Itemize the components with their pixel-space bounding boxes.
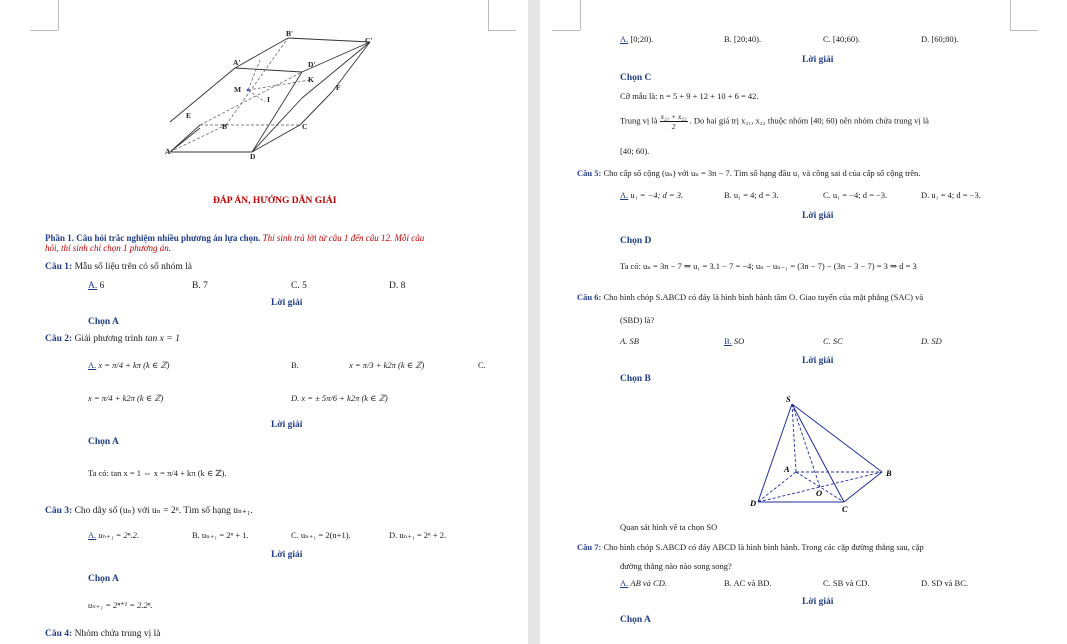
option-a	[620, 34, 653, 44]
option-d: D. SD	[921, 336, 942, 346]
question-6	[577, 292, 923, 302]
option-c: C. u₁ = −4; d = −3.	[823, 190, 888, 200]
option-b	[724, 336, 744, 346]
option-c-letter: C.	[478, 360, 486, 370]
median-fraction	[660, 112, 688, 131]
svg-text:D: D	[750, 498, 757, 508]
crop-mark	[488, 30, 516, 31]
svg-text:C: C	[302, 122, 308, 131]
question-4	[45, 629, 160, 639]
chosen-answer: Chọn A	[88, 437, 119, 447]
option-b: B. uₙ₊₁ = 2ⁿ + 1.	[192, 530, 249, 540]
svg-text:F: F	[336, 83, 341, 92]
option-b: B. u₁ = 4; d = 3.	[724, 190, 779, 200]
option-c: C. SB và CD.	[823, 578, 870, 588]
option-b: B. AC và BD.	[724, 578, 772, 588]
option-value: 6	[99, 281, 105, 291]
part1-italic-text: Thí sinh trả lời từ câu 1 đến câu 12. Mỗi câu	[262, 233, 425, 243]
solution-label: Lời giải	[802, 356, 834, 366]
solution-line	[620, 112, 929, 131]
question-label: Câu 4:	[45, 629, 73, 639]
solution-label: Lời giải	[802, 211, 834, 221]
svg-text:D': D'	[308, 60, 316, 69]
svg-text:B: B	[886, 468, 892, 478]
question-label: Câu 6:	[577, 292, 602, 302]
svg-text:C: C	[842, 504, 848, 514]
question-2	[45, 334, 180, 344]
svg-text:E: E	[186, 111, 192, 120]
solution-work: Ta có: tan x = 1 ⇔ x = π/4 + kπ (k ∈ ℤ).	[88, 468, 227, 478]
fraction-denominator: 2	[671, 122, 676, 131]
option-d: D. SD và BC.	[921, 578, 968, 588]
option-c: x = π/4 + k2π (k ∈ ℤ)	[88, 393, 164, 403]
option-letter: A.	[620, 578, 629, 588]
question-text: Cho hình chóp S.ABCD có đáy là hình bình hành tâm O. Giao tuyến của mặt phẳng (SAC) và	[603, 292, 924, 302]
svg-text:D: D	[250, 152, 256, 160]
question-label: Câu 1:	[45, 262, 73, 272]
crop-mark	[58, 0, 59, 30]
solution-label: Lời giải	[271, 550, 303, 560]
option-value: SO	[733, 336, 745, 346]
question-3	[45, 505, 253, 516]
question-label: Câu 7:	[577, 542, 602, 552]
chosen-answer: Chọn C	[620, 73, 652, 83]
option-c: C. SC	[823, 336, 843, 346]
crop-mark	[1010, 0, 1011, 30]
question-5	[577, 168, 920, 179]
prism-figure	[160, 30, 420, 160]
option-value: uₙ₊₁ = 2ⁿ.2.	[98, 530, 139, 540]
svg-text:A: A	[165, 147, 171, 156]
question-text: Cho dãy số (uₙ) với uₙ = 2ⁿ. Tìm số hạng uₙ₊₁.	[74, 506, 253, 516]
pyramid-figure	[750, 392, 910, 517]
solution-label: Lời giải	[802, 55, 834, 65]
crop-mark	[1010, 30, 1038, 31]
question-text: Mẫu số liệu trên có số nhóm là	[74, 262, 192, 272]
option-a: A. SB	[620, 336, 639, 346]
option-b-letter: B.	[291, 360, 299, 370]
chosen-answer: Chọn A	[620, 615, 651, 625]
right-page	[540, 0, 1067, 644]
crop-mark	[552, 30, 580, 31]
option-b: B. 7	[192, 281, 208, 291]
option-a	[88, 530, 139, 541]
option-value: AB và CD.	[630, 578, 667, 588]
question-label: Câu 5:	[577, 168, 602, 178]
question-text: Giải phương trình	[74, 334, 143, 344]
option-d: D. uₙ₊₁ = 2ⁿ + 2.	[389, 530, 447, 540]
question-1	[45, 262, 192, 272]
crop-mark	[580, 0, 581, 30]
option-d: D. [60;80).	[921, 34, 959, 44]
solution-line: [40; 60).	[620, 146, 650, 156]
question-label: Câu 2:	[45, 334, 73, 344]
chosen-answer: Chọn B	[620, 374, 651, 384]
solution-label: Lời giải	[802, 597, 834, 607]
option-d: D. 8	[389, 281, 406, 291]
option-c: C. 5	[291, 281, 307, 291]
question-text: Nhóm chứa trung vị là	[74, 629, 161, 639]
svg-text:K: K	[308, 75, 314, 84]
chosen-answer: Chọn D	[620, 236, 652, 246]
left-page	[0, 0, 528, 644]
option-d: D. x = ± 5π/6 + k2π (k ∈ ℤ)	[291, 393, 388, 403]
svg-text:B': B'	[286, 30, 294, 38]
option-letter: A.	[88, 360, 97, 370]
option-a	[88, 281, 104, 291]
solution-work: uₙ₊₁ = 2ⁿ⁺¹ = 2.2ⁿ.	[88, 600, 153, 610]
part1-title	[45, 233, 424, 243]
question-text: Cho cấp số cộng (uₙ) với uₙ = 3n − 7. Tìm số hạng đầu u₁ và công sai d của cấp số cộng trên.	[603, 168, 921, 178]
chosen-answer: Chọn A	[88, 317, 119, 327]
option-letter: A.	[620, 34, 629, 44]
solution-text: . Do hai giá trị x₂₁, x₂₂ thuộc nhóm [40; 60) nên nhóm chứa trung vị là	[689, 115, 929, 126]
option-value: x = π/4 + kπ (k ∈ ℤ)	[98, 360, 170, 370]
question-text: Cho hình chóp S.ABCD có đáy ABCD là hình bình hành. Trong các cặp đường thẳng sau, cặp	[603, 542, 924, 552]
option-d: D. u₁ = 4; d = −3.	[921, 190, 981, 200]
answers-heading: ĐÁP ÁN, HƯỚNG DẪN GIẢI	[213, 196, 337, 206]
option-value: [0;20).	[630, 34, 654, 44]
svg-text:C': C'	[365, 36, 373, 45]
solution-line: Cỡ mẫu là: n = 5 + 9 + 12 + 10 + 6 = 42.	[620, 91, 759, 101]
part1-bold-text: Phần 1. Câu hỏi trắc nghiệm nhiều phương án lựa chọn.	[45, 233, 261, 243]
fraction-numerator: x₂₁ + x₂₂	[660, 112, 687, 121]
question-text-cont: đường thẳng nào nào song song?	[620, 561, 732, 571]
question-label: Câu 3:	[45, 506, 73, 516]
svg-text:A: A	[784, 464, 790, 474]
question-text-cont: (SBD) là?	[620, 315, 655, 325]
svg-text:B: B	[222, 122, 228, 131]
option-letter: A.	[88, 530, 97, 540]
option-a	[620, 578, 667, 588]
svg-text:A': A'	[233, 58, 241, 67]
option-letter: A.	[88, 281, 98, 291]
svg-text:S: S	[786, 394, 791, 404]
solution-label: Lời giải	[271, 298, 303, 308]
chosen-answer: Chọn A	[88, 574, 119, 584]
svg-text:I: I	[267, 95, 270, 104]
option-c: C. [40;60).	[823, 34, 861, 44]
solution-text: Trung vị là	[620, 115, 658, 126]
option-b: B. [20;40).	[724, 34, 762, 44]
svg-text:O: O	[816, 488, 823, 498]
option-a	[88, 360, 169, 371]
part1-italic-text-2: hỏi, thí sinh chỉ chọn 1 phương án.	[45, 243, 171, 253]
crop-mark	[30, 30, 58, 31]
crop-mark	[488, 0, 489, 30]
option-letter: A.	[620, 190, 629, 200]
figure-note: Quan sát hình vẽ ta chọn SO	[620, 522, 718, 532]
solution-work: Ta có: uₙ = 3n − 7 ⇒ u₁ = 3.1 − 7 = −4; uₙ − uₙ₋₁ = (3n − 7) − (3n − 3 − 7) = 3 ⇒ d = 3	[620, 261, 917, 271]
option-a	[620, 190, 683, 200]
question-7	[577, 542, 924, 552]
svg-text:M: M	[234, 85, 242, 94]
option-c: C. uₙ₊₁ = 2(n+1).	[291, 530, 351, 540]
solution-label: Lời giải	[271, 420, 303, 430]
equation: tan x = 1	[145, 334, 180, 344]
option-b: x = π/3 + k2π (k ∈ ℤ)	[349, 360, 425, 370]
option-letter: B.	[724, 336, 732, 346]
option-value: u₁ = −4; d = 3.	[630, 190, 684, 200]
